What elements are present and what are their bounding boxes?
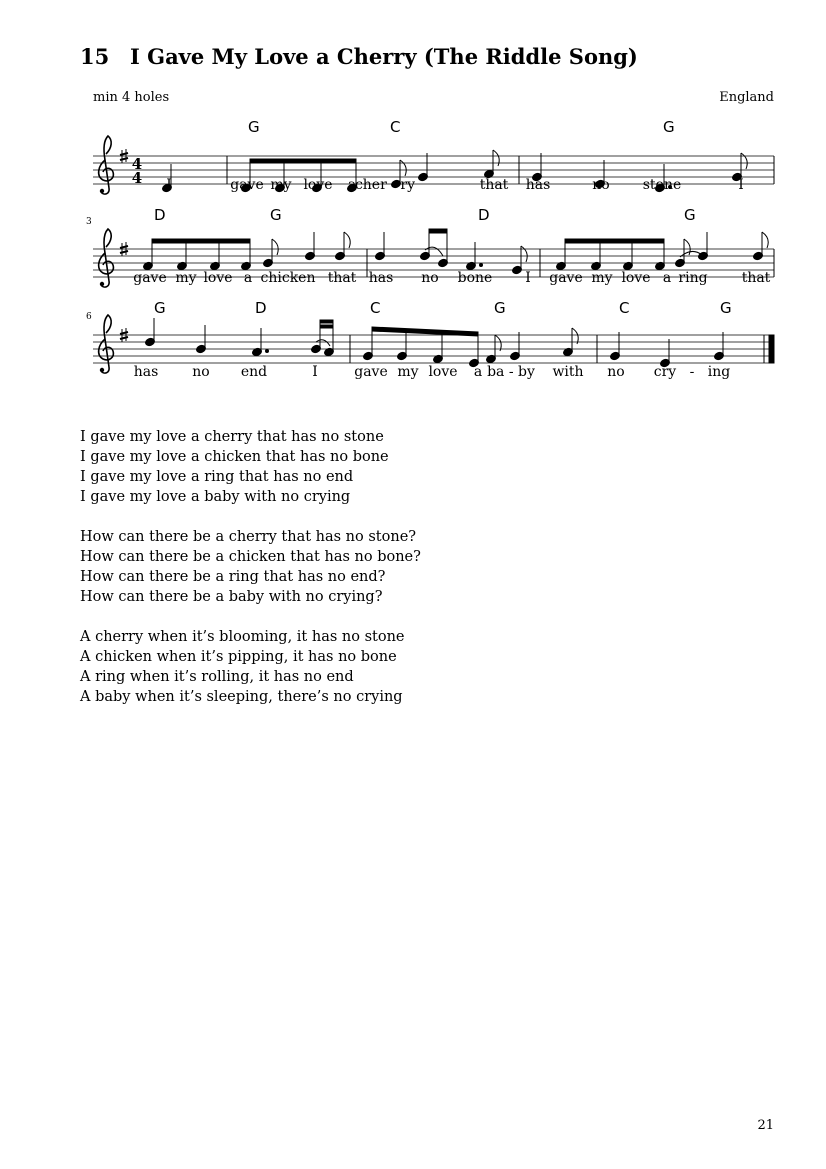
lyric-syllable: has <box>368 270 394 286</box>
lyric-syllable: a <box>473 364 483 380</box>
chord-symbol: C <box>619 299 630 317</box>
lyric-syllable: my <box>175 270 197 286</box>
lyric-syllable: cry <box>653 364 677 380</box>
treble-clef <box>99 229 114 287</box>
time-signature <box>132 155 142 187</box>
lyric-syllable: I <box>738 177 744 193</box>
stanza-line: I gave my love a ring that has no end <box>80 469 354 485</box>
lyric-syllable: cher - ry <box>354 177 416 193</box>
lyric-syllable: ring <box>678 270 708 286</box>
stanza-line: A chicken when it’s pipping, it has no bone <box>80 649 397 665</box>
lyric-syllable: I <box>312 364 318 380</box>
lyric-syllable: my <box>270 177 292 193</box>
lyric-syllable: has <box>525 177 551 193</box>
lyric-syllable: love <box>428 364 458 380</box>
lyric-syllable: a <box>243 270 253 286</box>
lyric-syllable: love <box>303 177 333 193</box>
treble-clef <box>99 315 114 373</box>
lyric-syllable: that <box>327 270 357 286</box>
lyric-syllable: ing <box>707 364 731 380</box>
lyric-syllable: end <box>240 364 268 380</box>
lyric-syllable: with <box>552 364 584 380</box>
chord-symbol: C <box>390 118 401 136</box>
chord-symbol: G <box>248 118 260 136</box>
lyric-syllable: a <box>347 177 357 193</box>
stanza-line: A baby when it’s sleeping, there’s no crying <box>80 689 403 705</box>
chord-symbol: G <box>720 299 732 317</box>
treble-clef <box>99 136 114 194</box>
chord-symbol: C <box>370 299 381 317</box>
song-title: I Gave My Love a Cherry (The Riddle Song) <box>130 44 638 69</box>
song-origin: England <box>719 90 774 105</box>
sheet-music <box>0 110 826 385</box>
lyric-syllable: ba - by <box>487 364 535 380</box>
stanza-line: How can there be a chicken that has no bone? <box>80 549 421 565</box>
stanza <box>80 427 680 507</box>
lyric-syllable: no <box>607 364 625 380</box>
lyric-syllable: gave <box>549 270 583 286</box>
chord-symbol: D <box>154 206 166 224</box>
chord-symbol: G <box>663 118 675 136</box>
stanza <box>80 527 680 607</box>
time-signature-bottom: 4 <box>131 169 143 187</box>
stanza-line: I gave my love a chicken that has no bone <box>80 449 389 465</box>
lyric-syllable: my <box>591 270 613 286</box>
lyric-syllable: that <box>479 177 509 193</box>
lyric-syllable: no <box>421 270 439 286</box>
chord-symbols <box>154 118 732 317</box>
bar-number: 3 <box>86 217 92 227</box>
chord-symbol: G <box>270 206 282 224</box>
lyric-syllable: my <box>397 364 419 380</box>
lyric-syllable: stone <box>642 177 682 193</box>
stanza-line: I gave my love a cherry that has no stone <box>80 429 384 445</box>
lyric-syllable: I <box>525 270 531 286</box>
stanza-line: How can there be a cherry that has no stone? <box>80 529 417 545</box>
page-number: 21 <box>757 1118 774 1133</box>
chord-symbol: D <box>255 299 267 317</box>
chord-symbol: G <box>154 299 166 317</box>
song-number: 15 <box>80 44 110 69</box>
lyric-syllable: gave <box>133 270 167 286</box>
lyric-syllable: that <box>741 270 771 286</box>
lyric-syllable: no <box>592 177 610 193</box>
stanza-line: A ring when it’s rolling, it has no end <box>80 669 354 685</box>
bar-number: 6 <box>86 312 92 322</box>
lyric-syllable: chicken <box>260 270 316 286</box>
time-signature-top: 4 <box>131 155 143 173</box>
lyric-syllable: - <box>689 364 695 380</box>
verse-lyrics <box>80 427 680 727</box>
lyric-syllable: gave <box>230 177 264 193</box>
chord-symbol: G <box>494 299 506 317</box>
lyric-syllable: love <box>203 270 233 286</box>
lyric-syllable: has <box>133 364 159 380</box>
stanza-line: How can there be a baby with no crying? <box>80 589 383 605</box>
stanza-line: I gave my love a baby with no crying <box>80 489 351 505</box>
melody-lyrics <box>133 177 770 380</box>
stanza-line: A cherry when it’s blooming, it has no stone <box>80 629 405 645</box>
stanza-line: How can there be a ring that has no end? <box>80 569 386 585</box>
lyric-syllable: no <box>192 364 210 380</box>
instrument-note: min 4 holes <box>93 90 170 105</box>
lyric-syllable: I <box>166 177 172 193</box>
notes <box>144 318 774 368</box>
lyric-syllable: gave <box>354 364 388 380</box>
stanza <box>80 627 680 707</box>
chord-symbol: G <box>684 206 696 224</box>
lyric-syllable: love <box>621 270 651 286</box>
song-title-line <box>80 44 780 69</box>
chord-symbol: D <box>478 206 490 224</box>
lyric-syllable: a <box>662 270 672 286</box>
lyric-syllable: bone <box>457 270 493 286</box>
bar-numbers <box>86 217 92 322</box>
